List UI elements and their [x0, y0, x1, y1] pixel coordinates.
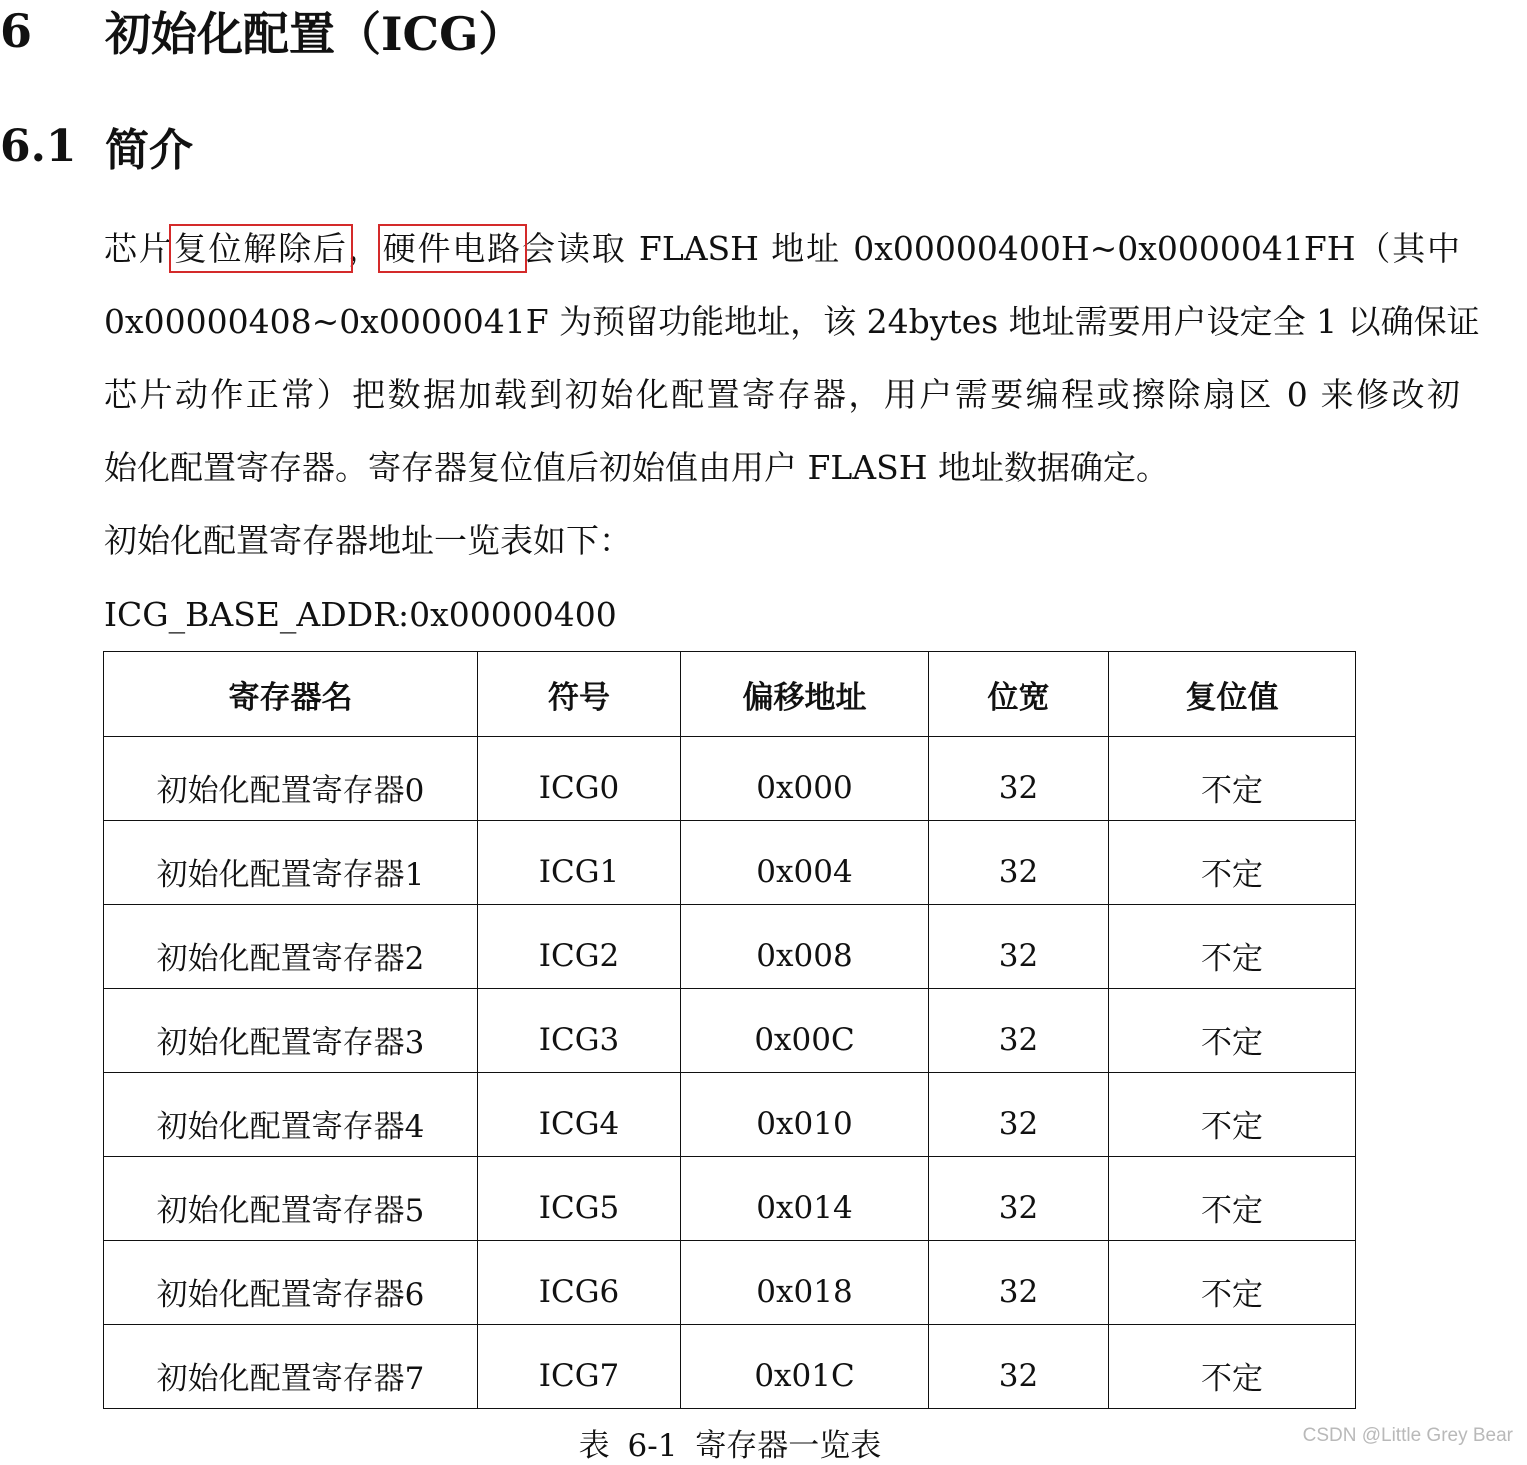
- cell-symbol: ICG0: [478, 737, 681, 821]
- table-row: [104, 1241, 1356, 1325]
- section-heading: [0, 116, 193, 176]
- cell-register-name: 初始化配置寄存器4: [104, 1073, 478, 1157]
- cell-register-name: 初始化配置寄存器1: [104, 821, 478, 905]
- cell-reset-value: 不定: [1109, 905, 1356, 989]
- table-row: [104, 1073, 1356, 1157]
- cell-offset: 0x018: [681, 1241, 929, 1325]
- text-run: 会读取 FLASH 地址 0x00000400H~0x0000041FH（其中: [522, 229, 1461, 268]
- table-header-row: [104, 652, 1356, 737]
- cell-offset: 0x00C: [681, 989, 929, 1073]
- cell-symbol: ICG5: [478, 1157, 681, 1241]
- table-row: [104, 905, 1356, 989]
- paragraph-line-1: [104, 212, 1460, 285]
- cell-register-name: 初始化配置寄存器0: [104, 737, 478, 821]
- header-offset: 偏移地址: [681, 652, 929, 737]
- header-register-name: 寄存器名: [104, 652, 478, 737]
- cell-reset-value: 不定: [1109, 1241, 1356, 1325]
- cell-width: 32: [929, 905, 1109, 989]
- watermark: CSDN @Little Grey Bear: [1302, 1425, 1513, 1446]
- cell-reset-value: 不定: [1109, 737, 1356, 821]
- cell-reset-value: 不定: [1109, 989, 1356, 1073]
- cell-symbol: ICG4: [478, 1073, 681, 1157]
- base-address: ICG_BASE_ADDR:0x00000400: [104, 595, 617, 634]
- table-row: [104, 1325, 1356, 1409]
- cell-symbol: ICG2: [478, 905, 681, 989]
- cell-symbol: ICG1: [478, 821, 681, 905]
- header-width: 位宽: [929, 652, 1109, 737]
- cell-offset: 0x01C: [681, 1325, 929, 1409]
- cell-symbol: ICG6: [478, 1241, 681, 1325]
- table-caption: 表 6-1 寄存器一览表: [578, 1428, 882, 1464]
- paragraph-line-4: 始化配置寄存器。寄存器复位值后初始值由用户 FLASH 地址数据确定。: [104, 448, 1170, 487]
- table-row: [104, 989, 1356, 1073]
- cell-width: 32: [929, 737, 1109, 821]
- paragraph-line-3: 芯片动作正常）把数据加载到初始化配置寄存器，用户需要编程或擦除扇区 0 来修改初: [104, 375, 1460, 414]
- header-reset-value: 复位值: [1109, 652, 1356, 737]
- paragraph-line-2: 0x00000408~0x0000041F 为预留功能地址，该 24bytes 地址需要用户设定全 1 以确保证: [104, 302, 1480, 341]
- cell-width: 32: [929, 821, 1109, 905]
- chapter-number: 6: [0, 4, 33, 58]
- table-row: [104, 821, 1356, 905]
- highlighted-phrase-reset: 复位解除后: [173, 229, 348, 268]
- text-run: ，: [347, 229, 383, 268]
- cell-reset-value: 不定: [1109, 821, 1356, 905]
- text-run: 芯片: [104, 229, 174, 268]
- cell-offset: 0x004: [681, 821, 929, 905]
- header-symbol: 符号: [478, 652, 681, 737]
- register-table: [103, 651, 1356, 1409]
- cell-width: 32: [929, 989, 1109, 1073]
- cell-offset: 0x014: [681, 1157, 929, 1241]
- cell-width: 32: [929, 1073, 1109, 1157]
- cell-register-name: 初始化配置寄存器6: [104, 1241, 478, 1325]
- cell-register-name: 初始化配置寄存器5: [104, 1157, 478, 1241]
- section-number: 6.1: [0, 120, 77, 172]
- cell-register-name: 初始化配置寄存器2: [104, 905, 478, 989]
- table-intro: 初始化配置寄存器地址一览表如下：: [104, 521, 632, 560]
- cell-register-name: 初始化配置寄存器3: [104, 989, 478, 1073]
- chapter-heading: [0, 0, 524, 62]
- highlighted-phrase-hardware: 硬件电路: [382, 229, 523, 268]
- cell-offset: 0x000: [681, 737, 929, 821]
- cell-width: 32: [929, 1157, 1109, 1241]
- section-title: 简介: [105, 125, 193, 176]
- chapter-title: 初始化配置（ICG）: [105, 7, 525, 61]
- cell-offset: 0x008: [681, 905, 929, 989]
- cell-register-name: 初始化配置寄存器7: [104, 1325, 478, 1409]
- cell-symbol: ICG7: [478, 1325, 681, 1409]
- cell-reset-value: 不定: [1109, 1325, 1356, 1409]
- cell-symbol: ICG3: [478, 989, 681, 1073]
- cell-reset-value: 不定: [1109, 1157, 1356, 1241]
- table-row: [104, 737, 1356, 821]
- table-row: [104, 1157, 1356, 1241]
- cell-width: 32: [929, 1241, 1109, 1325]
- cell-offset: 0x010: [681, 1073, 929, 1157]
- cell-width: 32: [929, 1325, 1109, 1409]
- cell-reset-value: 不定: [1109, 1073, 1356, 1157]
